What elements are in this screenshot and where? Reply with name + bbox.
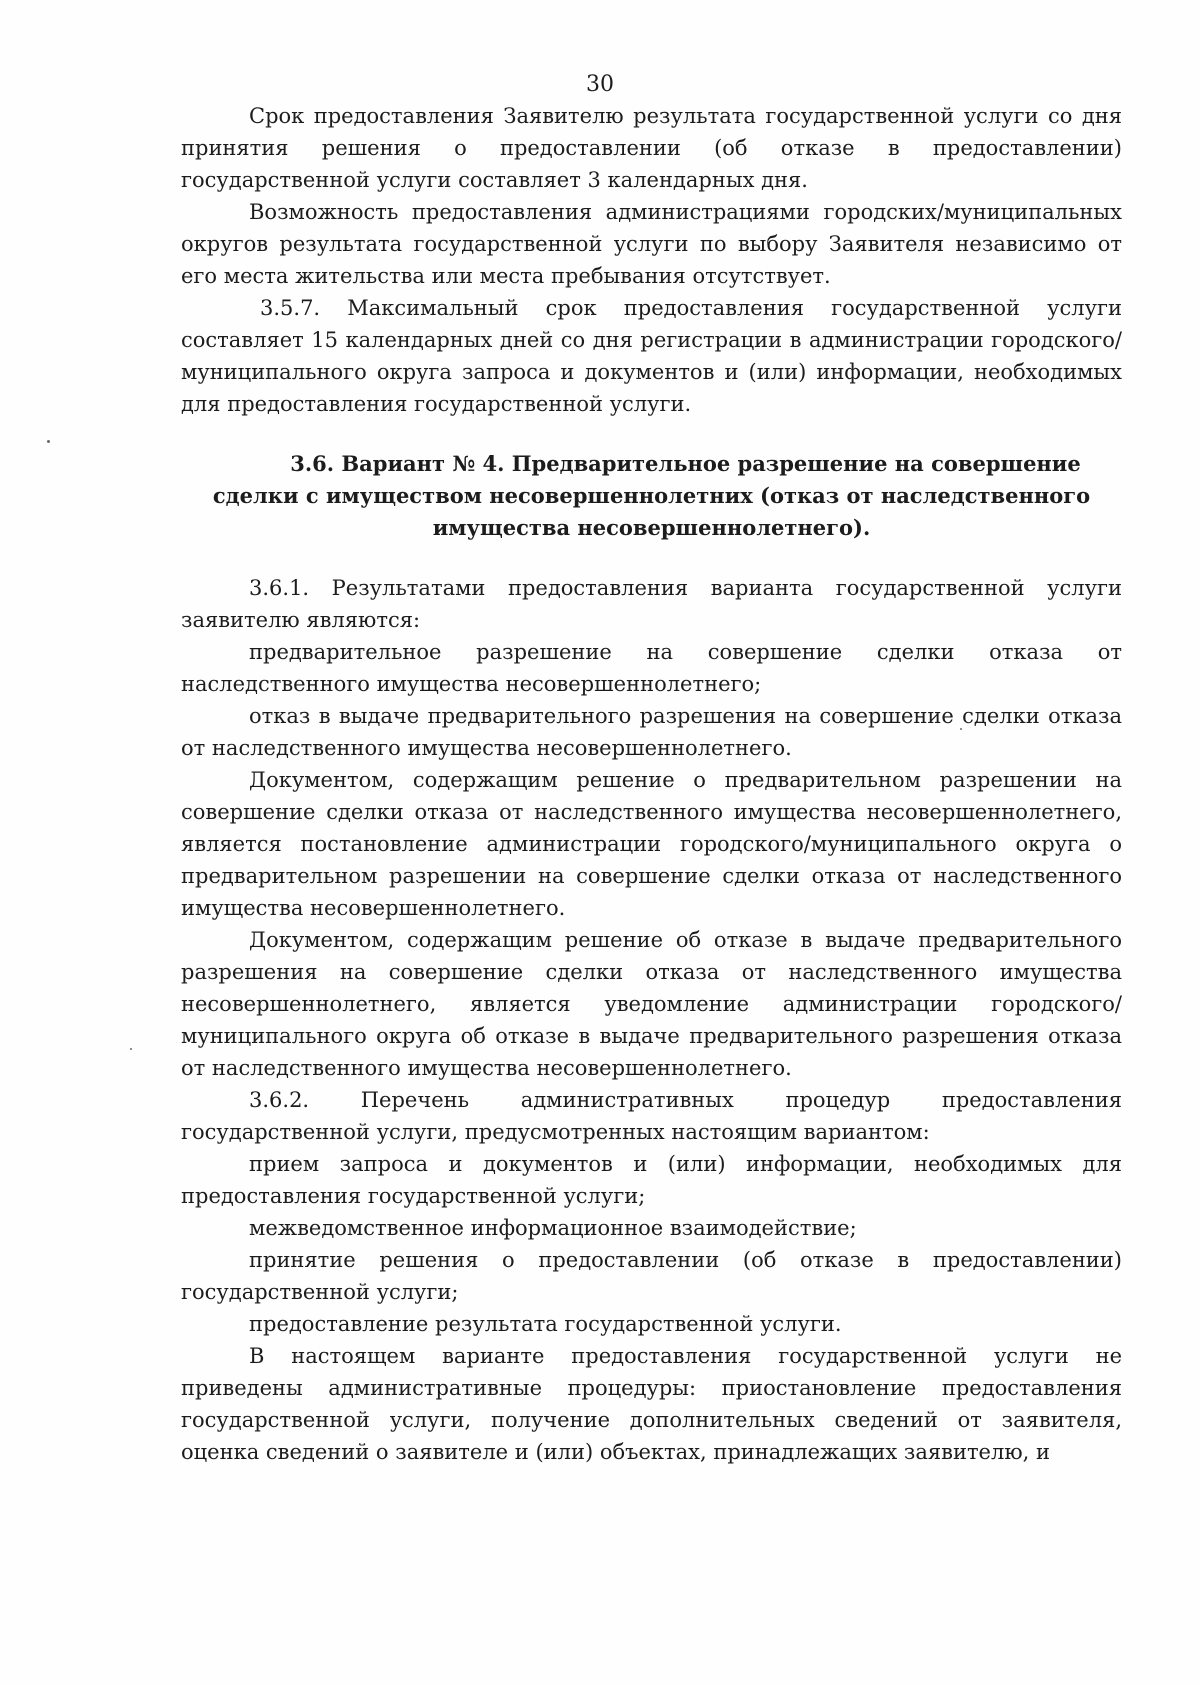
paragraph-omitted-procedures: В настоящем варианте предоставления государственной услуги не приведены административные процедуры: приостановление предоставления государственной услуги, получение дополнительных сведений от заявителя, оценка сведений о заявителе и (или) объектах, принадлежащих заявителю, и [181,1344,1122,1464]
paragraph-3-6-2: 3.6.2. Перечень административных процедур предоставления государственной услуги, предусмотренных настоящим вариантом: [181,1088,1122,1144]
list-item-procedure-delivery: предоставление результата государственной услуги. [249,1312,842,1336]
paragraph-permission-document: Документом, содержащим решение о предварительном разрешении на совершение сделки отказа от наследственного имущества несовершеннолетнего, является постановление администрации городского/муниципального округа о предварительном разрешении на совершение сделки отказа от наследственного имущества несовершеннолетнего. [181,768,1122,920]
section-gap [181,420,1122,448]
section-gap [181,544,1122,572]
page-number: 30 [586,72,614,97]
paragraph-refusal-document: Документом, содержащим решение об отказе в выдаче предварительного разрешения на совершение сделки отказа от наследственного имущества несовершеннолетнего, является уведомление администрации городского/муниципального округа об отказе в выдаче предварительного разрешения отказа от наследственного имущества несовершеннолетнего. [181,928,1122,1080]
list-item-procedure-intake: прием запроса и документов и (или) информации, необходимых для предоставления государственной услуги; [181,1152,1122,1208]
scan-speck [130,1048,132,1050]
paragraph-result-refusal: отказ в выдаче предварительного разрешения на совершение сделки отказа от наследственного имущества несовершеннолетнего. [181,704,1122,760]
paragraph-result-permission: предварительное разрешение на совершение сделки отказа от наследственного имущества несовершеннолетнего; [181,640,1122,696]
paragraph-3-6-1: 3.6.1. Результатами предоставления варианта государственной услуги заявителю являются: [181,576,1122,632]
paragraph-extraterritorial: Возможность предоставления администрациями городских/муниципальных округов результата государственной услуги по выбору Заявителя независимо от его места жительства или места пребывания отсутствует. [181,200,1122,288]
paragraph-result-deadline: Срок предоставления Заявителю результата государственной услуги со дня принятия решения о предоставлении (об отказе в предоставлении) государственной услуги составляет 3 календарных дня. [181,104,1122,192]
list-item-procedure-decision: принятие решения о предоставлении (об отказе в предоставлении) государственной услуги; [181,1248,1122,1304]
scan-speck [960,728,962,730]
section-heading-3-6: 3.6. Вариант № 4. Предварительное разрешение на совершение сделки с имуществом несовершеннолетних (отказ от наследственного имущества несовершеннолетнего). [212,451,1091,540]
scan-speck [47,440,50,443]
document-body [181,100,1122,1468]
list-item-procedure-interagency: межведомственное информационное взаимодействие; [249,1216,857,1240]
paragraph-3-5-7: 3.5.7. Максимальный срок предоставления государственной услуги составляет 15 календарных дней со дня регистрации в администрации городского/муниципального округа запроса и документов и (или) информации, необходимых для предоставления государственной услуги. [181,296,1122,416]
